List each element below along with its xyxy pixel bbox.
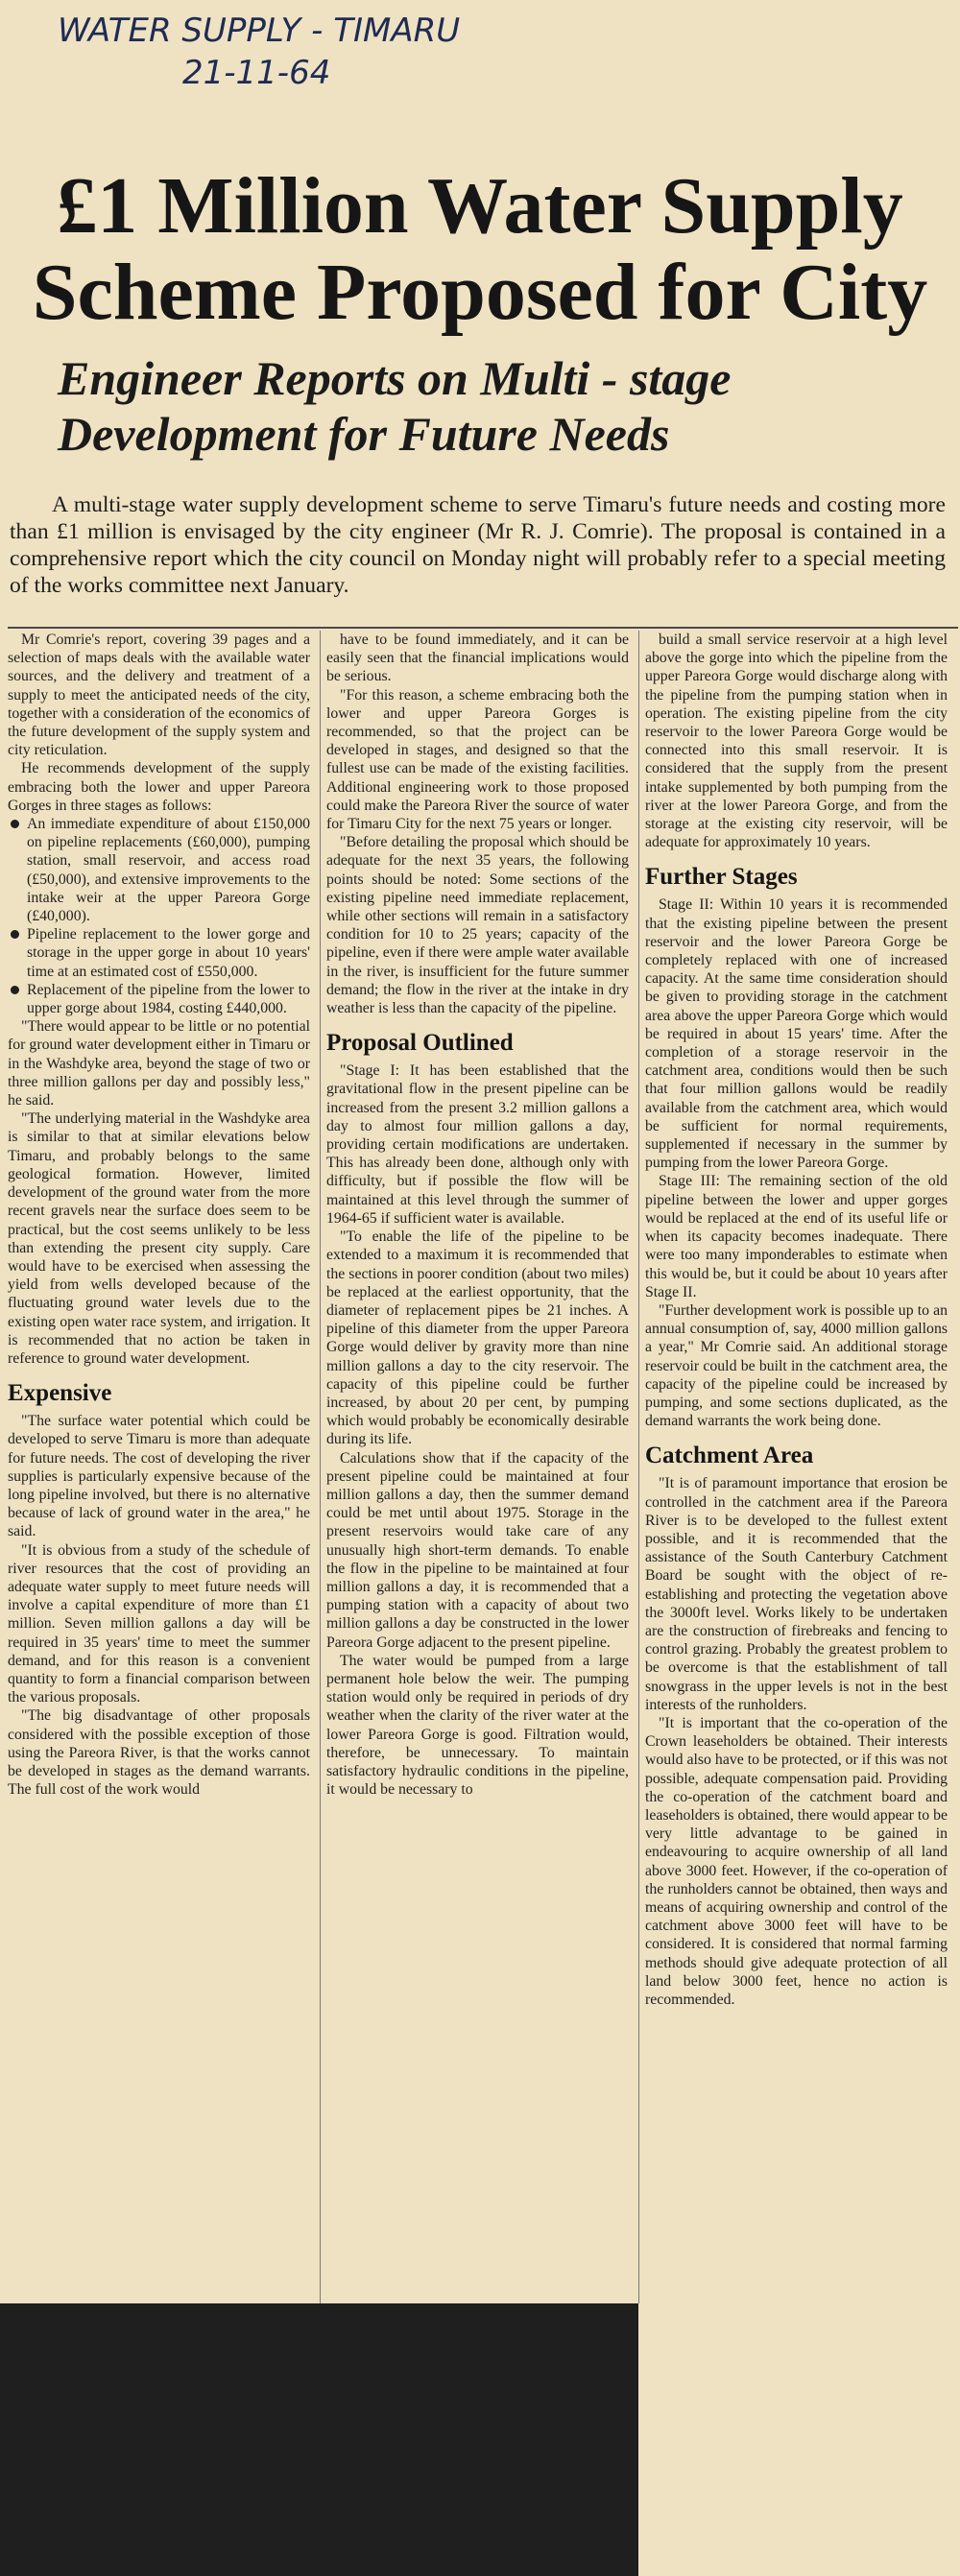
headline — [10, 163, 950, 336]
paragraph: "Before detailing the proposal which should be adequate for the next 35 years, the following points should be noted: Some sections of the existing pipeline need immediate replacement, while other sections will remain in a satisfactory condition for 10 to 25 years; capacity of the pipeline, even if there were ample water available in the river, is insufficient for the future summer demand; the flow in the river at the intake in dry weather is less than the capacity of the pipeline. — [326, 834, 629, 1017]
section-heading-catchment: Catchment Area — [645, 1443, 814, 1469]
paragraph: "For this reason, a scheme embracing both the lower and upper Pareora Gorges is recommended, so that the project can be developed in stages, and designed so that the fullest use can be made of the existing facilities. Additional engineering work to those proposed could make the Pareora River the source of water for Timaru City for the next 75 years or longer. — [326, 686, 629, 833]
list-item: An immediate expenditure of about £150,000 on pipeline replacements (£60,000), pumping station, small reservoir, and access road (£50,000), and extensive improvements to the intake weir at the upper Pareora Gorge (£40,000). — [27, 816, 310, 925]
paragraph: The water would be pumped from a large permanent hole below the weir. The pumping station would only be required in periods of dry weather when the clarity of the river water at the lower Pareora Gorge is good. Filtration would, therefore, be unnecessary. To maintain satisfactory hydraulic conditions in the pipeline, it would be necessary to — [326, 1652, 629, 1799]
handwritten-annotation — [58, 10, 460, 94]
list-item: Replacement of the pipeline from the lower to upper gorge about 1984, costing £440,000. — [27, 981, 310, 1017]
handwritten-date: 21-11-64 — [182, 54, 331, 92]
paragraph: "It is obvious from a study of the schedule of river resources that the cost of providing an adequate water supply to meet future needs will involve a capital expenditure of more than £1 million. Seven million gallons a day will be required in 35 years' time to meet the summer demand, and for this reason is a convenient quantity to form a financial comparison between the various proposals. — [8, 1541, 310, 1706]
paragraph: Mr Comrie's report, covering 39 pages and a selection of maps deals with the available water sources, and the delivery and treatment of a supply to meet the anticipated needs of the city, together with a consideration of the economics of the future development of the supply system and city reticulation. — [8, 632, 310, 759]
paragraph: "The underlying material in the Washdyke area is similar to that at similar elevations below Timaru, and probably belongs to the same geological formation. However, limited development of the ground water from the more recent gravels near the surface does seem to be practical, but the cost seems unlikely to be less than extending the present city supply. Care would have to be exercised when assessing the yield from wells developed because of the fluctuating ground water levels due to the existing open water race system, and irrigation. It is recommended that no action be taken in reference to ground water development. — [8, 1110, 310, 1367]
paragraph: Stage II: Within 10 years it is recommended that the existing pipeline between the present reservoir and the lower Pareora Gorge be completely replaced with one of increased capacity. At the same time consideration should be given to providing storage in the catchment area above the upper Pareora Gorge which would be required in about 15 years' time. After the completion of a storage reservoir in the catchment area, conditions would then be such that four million gallons would be readily available from the catchment area, which would be sufficient for normal requirements, supplemented if necessary in the summer by pumping from the lower Pareora Gorge. — [645, 896, 948, 1172]
handwritten-title: WATER SUPPLY - TIMARU — [58, 12, 461, 50]
subheadline-line-2: Development for Future Needs — [58, 407, 670, 461]
paragraph: have to be found immediately, and it can be easily seen that the financial implications would be serious. — [326, 632, 629, 685]
paragraph: "Further development work is possible up to an annual consumption of, say, 4000 million gallons a year," Mr Comrie said. An additional storage reservoir could be built in the catchment area, the capacity of the pipeline could be increased by pumping, and some sections duplicated, as the demand warrants the work being done. — [645, 1301, 948, 1430]
section-heading-expensive: Expensive — [8, 1380, 112, 1407]
intro-paragraph: A multi-stage water supply development scheme to serve Timaru's future needs and costing more than £1 million is envisaged by the city engineer (Mr R. J. Comrie). The proposal is contained in a comprehensive report which the city council on Monday night will probably refer to a special meeting of the works committee next January. — [10, 492, 946, 598]
column-separator — [320, 631, 321, 2303]
paragraph: "To enable the life of the pipeline to be extended to a maximum it is recommended that the sections in poorer condition (about two miles) be replaced at the earliest opportunity, that the diameter of replacement pipes be 21 inches. A pipeline of this diameter from the upper Pareora Gorge would deliver by gravity more than nine million gallons a day to the city reservoir. The capacity of this pipeline could be further increased, by about 20 per cent, by pumping which would probably be economically desirable during its life. — [326, 1228, 629, 1448]
paragraph: "It is important that the co-operation of the Crown leaseholders be obtained. Their interests would also have to be protected, or if this was not possible, adequate compensation paid. Providing the co-operation of the catchment board and leaseholders is obtained, there would appear to be very little advantage to be gained in endeavouring to acquire ownership of all land above 3000 feet. However, if the co-operation of the runholders cannot be obtained, then ways and means of acquiring ownership and control of the catchment above 3000 feet will have to be considered. It is considered that normal farming methods should give adequate protection of all land below 3000 feet, hence no action is recommended. — [645, 1714, 948, 2009]
list-item: Pipeline replacement to the lower gorge and storage in the upper gorge in about 10 years' time at an estimated cost of £550,000. — [27, 926, 310, 980]
section-heading-further-stages: Further Stages — [645, 864, 798, 891]
paragraph: "Stage I: It has been established that the gravitational flow in the present pipeline can be increased from the present 3.2 million gallons a day to almost four million gallons a day, providing certain modifications are undertaken. This has already been done, although only with difficulty, but if possible the flow will be maintained at this level through the summer of 1964-65 if sufficient water is available. — [326, 1062, 629, 1227]
headline-line-2: Scheme Proposed for City — [32, 248, 928, 337]
paragraph: build a small service reservoir at a high level above the gorge into which the pipeline from the upper Pareora Gorge would discharge along with the pipeline from the pumping station when in operation. The existing pipeline from the city reservoir to the lower Pareora Gorge would be connected into this small reservoir. It is considered that the supply from the present intake supplemented by both pumping from the river at the lower Pareora Gorge, and from the storage at the existing city reservoir, will be adequate for approximately 10 years. — [645, 632, 948, 851]
paragraph: "There would appear to be little or no potential for ground water development either in Timaru or in the Washdyke area, beyond the stage of two or three million gallons per day and possibly less," he said. — [8, 1018, 310, 1109]
headline-line-1: £1 Million Water Supply — [57, 161, 903, 250]
paragraph: "The surface water potential which could be developed to serve Timaru is more than adequate for future needs. The cost of developing the river supplies is particularly expensive because of the long pipeline involved, but there is no alternative because of lack of ground water in the area," he said. — [8, 1413, 310, 1540]
paragraph: Stage III: The remaining section of the old pipeline between the lower and upper gorges would be replaced at the end of its useful life or when its capacity becomes inadequate. There were too many imponderables to estimate when this would be, but it could be about 10 years after Stage II. — [645, 1173, 948, 1300]
subheadline-line-1: Engineer Reports on Multi - stage — [58, 351, 732, 405]
article-column-3 — [645, 631, 948, 2574]
intro-divider — [8, 627, 958, 629]
stage-list — [8, 815, 310, 1017]
column-separator — [638, 631, 639, 2303]
paragraph: Calculations show that if the capacity of the present pipeline could be maintained at four million gallons a day, then the summer demand could be met until about 1975. Storage in the present reservoirs would take care of any unusually high short-term demands. To enable the flow in the pipeline to be maintained at four million gallons a day, it is recommended that a pumping station with a capacity of about two million gallons a day be constructed in the lower Pareora Gorge adjacent to the present pipeline. — [326, 1449, 629, 1651]
paragraph: "It is of paramount importance that erosion be controlled in the catchment area if the Pareora River is to be developed to the fullest extent possible, and it is recommended that the assistance of the South Canterbury Catchment Board be sought with the object of re-establishing and protecting the vegetation above the 3000ft level. Works likely to be undertaken are the construction of firebreaks and fencing to control grazing. Probably the greatest problem to be overcome is that the establishment of tall snowgrass in the upper levels is not in the best interests of the runholders. — [645, 1475, 948, 1713]
subheadline — [58, 350, 941, 462]
paragraph: "The big disadvantage of other proposals considered with the possible exception of those using the Pareora River, is that the works cannot be developed in stages as the demand warrants. The full cost of the work would — [8, 1707, 310, 1799]
article-column-1 — [8, 631, 310, 2303]
section-heading-proposal: Proposal Outlined — [326, 1030, 514, 1057]
paragraph: He recommends development of the supply embracing both the lower and upper Pareora Gorges in three stages as follows: — [8, 760, 310, 814]
article-column-2 — [326, 631, 629, 2303]
